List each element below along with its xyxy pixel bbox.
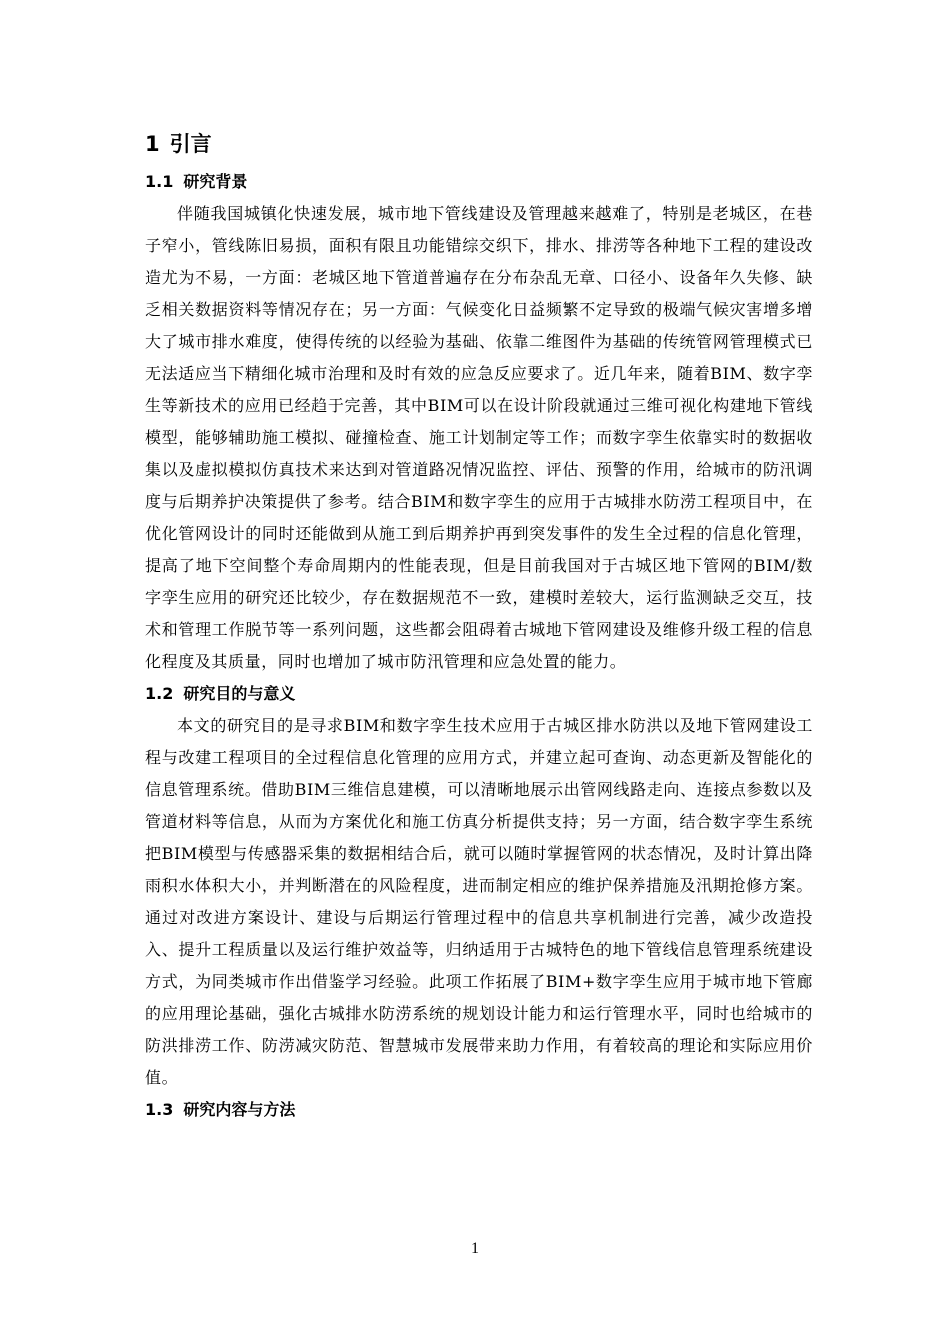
section-heading — [145, 166, 813, 198]
chapter-title: 引言 — [169, 132, 212, 156]
section-paragraph: 伴随我国城镇化快速发展，城市地下管线建设及管理越来越难了，特别是老城区，在巷子窄小，管线陈旧易损，面积有限且功能错综交织下，排水、排涝等各种地下工程的建设改造尤为不易，一方面：老城区地下管道普遍存在分布杂乱无章、口径小、设备年久失修、缺乏相关数据资料等情况存在；另一方面：气候变化日益频繁不定导致的极端气候灾害增多增大了城市排水难度，使得传统的以经验为基础、依靠二维图件为基础的传统管网管理模式已无法适应当下精细化城市治理和及时有效的应急反应要求了。近几年来，随着BIM、数字孪生等新技术的应用已经趋于完善，其中BIM可以在设计阶段就通过三维可视化构建地下管线模型，能够辅助施工模拟、碰撞检查、施工计划制定等工作；而数字孪生依靠实时的数据收集以及虚拟模拟仿真技术来达到对管道路况情况监控、评估、预警的作用，给城市的防汛调度与后期养护决策提供了参考。结合BIM和数字孪生的应用于古城排水防涝工程项目中，在优化管网设计的同时还能做到从施工到后期养护再到突发事件的发生全过程的信息化管理，提高了地下空间整个寿命周期内的性能表现，但是目前我国对于古城区地下管网的BIM/数字孪生应用的研究还比较少，存在数据规范不一致，建模时差较大，运行监测缺乏交互，技术和管理工作脱节等一系列问题，这些都会阻碍着古城地下管网建设及维修升级工程的信息化程度及其质量，同时也增加了城市防汛管理和应急处置的能力。 — [145, 204, 813, 671]
section-title: 研究背景 — [183, 172, 248, 191]
section-number: 1.2 — [145, 684, 174, 703]
chapter-number: 1 — [145, 132, 160, 156]
section-title: 研究内容与方法 — [183, 1100, 296, 1119]
page-number: 1 — [471, 1240, 479, 1257]
document-body — [145, 128, 813, 1126]
section-paragraph: 本文的研究目的是寻求BIM和数字孪生技术应用于古城区排水防洪以及地下管网建设工程与改建工程项目的全过程信息化管理的应用方式，并建立起可查询、动态更新及智能化的信息管理系统。借助BIM三维信息建模，可以清晰地展示出管网线路走向、连接点参数以及管道材料等信息，从而为方案优化和施工仿真分析提供支持；另一方面，结合数字孪生系统把BIM模型与传感器采集的数据相结合后，就可以随时掌握管网的状态情况，及时计算出降雨积水体积大小，并判断潜在的风险程度，进而制定相应的维护保养措施及汛期抢修方案。通过对改进方案设计、建设与后期运行管理过程中的信息共享机制进行完善，减少改造投入、提升工程质量以及运行维护效益等，归纳适用于古城特色的地下管线信息管理系统建设方式，为同类城市作出借鉴学习经验。此项工作拓展了BIM+数字孪生应用于城市地下管廊的应用理论基础，强化古城排水防涝系统的规划设计能力和运行管理水平，同时也给城市的防洪排涝工作、防涝减灾防范、智慧城市发展带来助力作用，有着较高的理论和实际应用价值。 — [145, 716, 813, 1087]
section-heading — [145, 678, 813, 710]
section-title: 研究目的与意义 — [183, 684, 296, 703]
chapter-heading — [145, 128, 813, 160]
section-heading — [145, 1094, 813, 1126]
section-number: 1.1 — [145, 172, 174, 191]
section-number: 1.3 — [145, 1100, 174, 1119]
